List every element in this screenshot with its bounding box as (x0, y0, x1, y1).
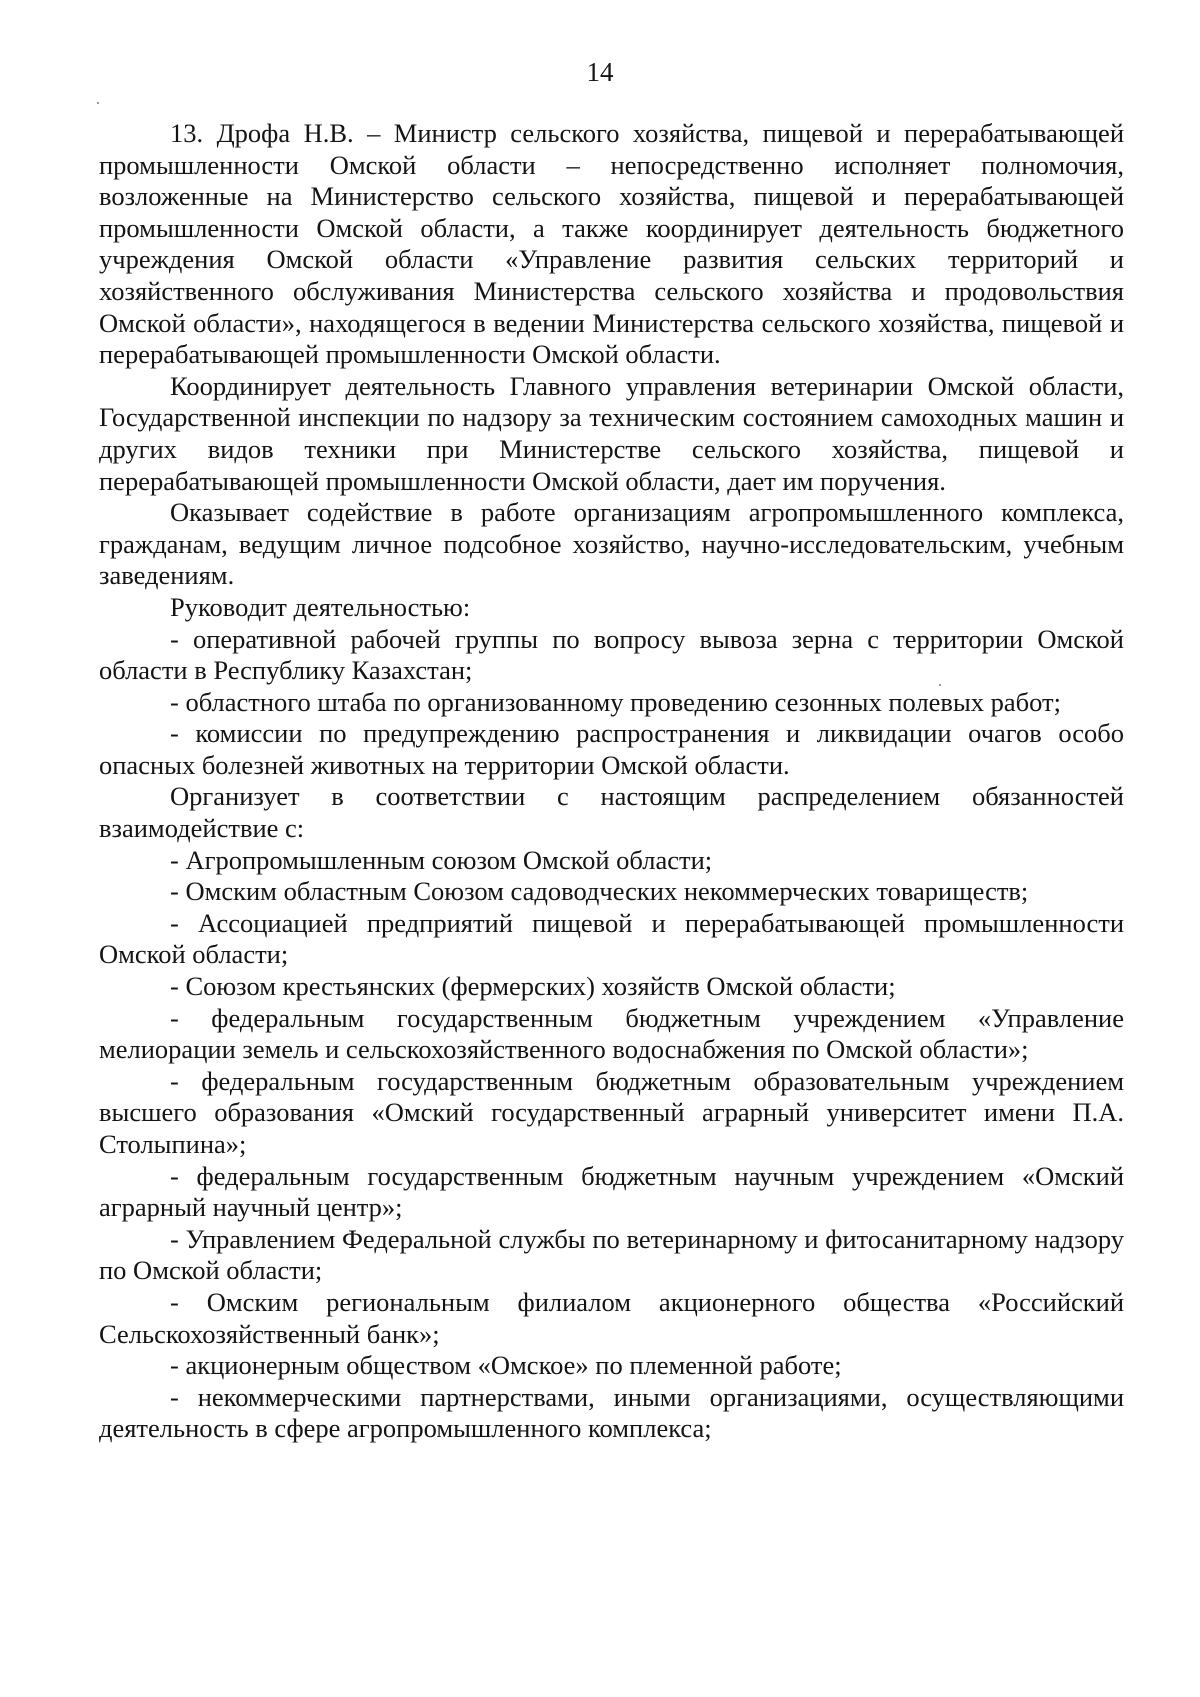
paragraph-assistance: Оказывает содействие в работе организациям агропромышленного комплекса, гражданам, ведущим личное подсобное хозяйство, научно-исследовательским, учебным заведениям. (99, 497, 1124, 591)
list-item: - оперативной рабочей группы по вопросу вывоза зерна с территории Омской области в Республику Казахстан; (99, 623, 1124, 686)
list-item: - Союзом крестьянских (фермерских) хозяйств Омской области; (170, 971, 896, 1002)
list-item: - Ассоциацией предприятий пищевой и перерабатывающей промышленности Омской области; (99, 907, 1124, 970)
paragraph-leads-heading: Руководит деятельностью: (170, 591, 471, 622)
document-body (99, 118, 1124, 1445)
paragraph-organizes-heading: Организует в соответствии с настоящим распределением обязанностей взаимодействие с: (99, 781, 1124, 844)
page-number: 14 (586, 57, 614, 87)
list-item: - федеральным государственным бюджетным образовательным учреждением высшего образования «Омский государственный аграрный университет имени П.А. Столыпина»; (99, 1065, 1124, 1159)
list-item: - федеральным государственным бюджетным научным учреждением «Омский аграрный научный центр»; (99, 1160, 1124, 1223)
list-item: - областного штаба по организованному проведению сезонных полевых работ; (170, 686, 1061, 717)
list-item: - комиссии по предупреждению распространения и ликвидации очагов особо опасных болезней животных на территории Омской области. (99, 718, 1124, 780)
list-item: - некоммерческими партнерствами, иными организациями, осуществляющими деятельность в сфере агропромышленного комплекса; (99, 1381, 1124, 1444)
list-item: - Омским региональным филиалом акционерного общества «Российский Сельскохозяйственный банк»; (99, 1286, 1124, 1349)
list-item: - Омским областным Союзом садоводческих некоммерческих товариществ; (170, 876, 1029, 907)
list-item: - акционерным обществом «Омское» по племенной работе; (170, 1350, 842, 1381)
list-item: - Агропромышленным союзом Омской области; (170, 844, 713, 875)
list-item: - Управлением Федеральной службы по ветеринарному и фитосанитарному надзору по Омской области; (99, 1223, 1124, 1286)
list-item: - федеральным государственным бюджетным учреждением «Управление мелиорации земель и сельскохозяйственного водоснабжения по Омской области»; (99, 1002, 1124, 1065)
paragraph-coordinates: Координирует деятельность Главного управления ветеринарии Омской области, Государственной инспекции по надзору за техническим состоянием самоходных машин и других видов техники при Министерстве сельского хозяйства, пищевой и перерабатывающей промышленности Омской области, дает им поручения. (99, 370, 1124, 496)
paragraph-minister-intro: 13. Дрофа Н.В. – Министр сельского хозяйства, пищевой и перерабатывающей промышленности Омской области – непосредственно исполняет полномочия, возложенные на Министерство сельского хозяйства, пищевой и перерабатывающей промышленности Омской области, а также координирует деятельность бюджетного учреждения Омской области «Управление развития сельских территорий и хозяйственного обслуживания Министерства сельского хозяйства и продовольствия Омской области», находящегося в ведении Министерства сельского хозяйства, пищевой и перерабатывающей промышленности Омской области. (99, 118, 1124, 370)
scan-speck (97, 102, 99, 104)
